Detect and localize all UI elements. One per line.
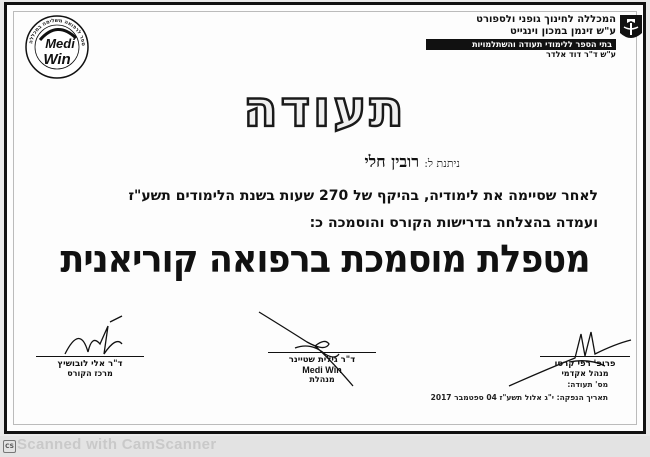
svg-text:Medi: Medi	[45, 36, 75, 51]
medi-win-logo	[24, 14, 90, 80]
granted-to	[364, 152, 460, 172]
institution-name: המכללה לחינוך גופני ולספורט	[476, 14, 616, 25]
certificate-title: תעודה	[243, 80, 407, 138]
svg-text:בית ספר לרפואה משלימה במכללה: ספר לרפואה משלימה במכללה	[28, 17, 87, 47]
certificate-number-label: מס' תעודה:	[567, 380, 608, 389]
director-role: מנהלת	[309, 375, 335, 384]
body-line-completion: לאחר שסיימה את לימודיה, בהיקף של 270 שעות בשנת הלימודים תשע"ז	[128, 188, 598, 204]
camscanner-icon: CS	[3, 440, 16, 453]
wingate-emblem-icon	[618, 13, 644, 43]
coordinator-name: ד"ר אלי לובושיץ	[36, 356, 144, 369]
director-name: ד"ר גילית שטיינר	[268, 352, 376, 365]
issue-date: תאריך הנפקה: י"ג אלול תשע"ז 04 ספטמבר 2017	[430, 393, 608, 402]
coordinator-role: מרכז הקורס	[67, 369, 113, 378]
recipient-name: רובין חלי	[364, 152, 420, 171]
body-line-requirements: ועמדה בהצלחה בדרישות הקורס והוסמכה כ:	[309, 215, 598, 231]
scanner-watermark: Scanned with CamScanner	[17, 436, 217, 453]
svg-text:Win: Win	[43, 51, 71, 68]
institution-header	[426, 14, 616, 59]
institution-schools-band: בתי הספר ללימודי תעודה והשתלמויות	[426, 39, 616, 50]
signature-block-academic	[540, 356, 630, 378]
academic-director-name: פרופ' רפי קרסו	[540, 356, 630, 369]
institution-dedication: ע"ש ד"ר דוד אלדר	[546, 50, 616, 59]
signature-block-coordinator	[36, 356, 144, 378]
signature-block-director	[268, 352, 376, 384]
signature-course-coordinator	[60, 314, 140, 362]
academic-director-role: מנהל אקדמי	[561, 369, 609, 378]
granted-label: ניתנת ל:	[424, 157, 460, 170]
institution-subname: ע"ש זינמן במכון וינגייט	[510, 26, 616, 37]
director-brand: Medi Win	[302, 365, 342, 375]
certified-profession: מטפלת מוסמכת ברפואה קוריאנית	[60, 237, 590, 281]
